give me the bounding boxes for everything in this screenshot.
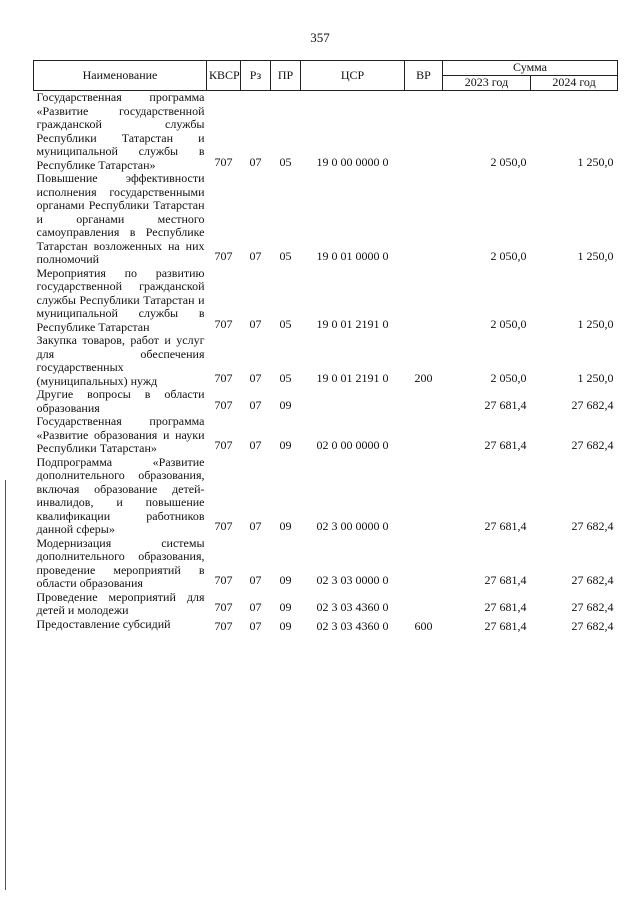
row-csr: 02 3 03 0000 0	[316, 573, 389, 587]
row-kvsr: 707	[214, 600, 233, 614]
table-header	[34, 61, 618, 91]
header-pr: ПР	[271, 61, 301, 91]
row-vr	[405, 267, 443, 335]
table-row	[34, 415, 618, 456]
row-sum-2024: 27 682,4	[571, 397, 614, 412]
row-rz: 07	[249, 438, 262, 452]
row-pr: 09	[279, 573, 292, 587]
row-csr: 19 0 01 0000 0	[316, 249, 389, 263]
row-pr: 09	[279, 600, 292, 614]
row-kvsr: 707	[214, 573, 233, 587]
row-name: Мероприятия по развитию государственной гражданской службы Республики Татарстан и муниципальной службы в Республике Татарстан	[36, 265, 205, 334]
row-name: Модернизация системы дополнительного образования, проведение мероприятий в области образования	[36, 535, 205, 590]
row-kvsr: 707	[214, 397, 233, 412]
row-name: Закупка товаров, работ и услуг для обеспечения государственных (муниципальных) нужд	[36, 333, 205, 388]
header-kvsr: КВСР	[207, 61, 241, 91]
row-sum-2023: 2 050,0	[490, 370, 527, 385]
row-pr: 09	[279, 438, 292, 452]
row-name: Предоставление субсидий	[36, 616, 171, 631]
row-sum-2023: 2 050,0	[490, 316, 527, 331]
row-kvsr: 707	[214, 438, 233, 452]
row-pr: 05	[279, 249, 292, 263]
table-row	[34, 267, 618, 335]
row-pr: 05	[279, 316, 292, 331]
row-vr	[405, 456, 443, 537]
row-rz: 07	[249, 600, 262, 614]
row-name: Государственная программа «Развитие государственной гражданской службы Республики Татарстан и муниципальной службы в Республике Татарстан»	[36, 90, 205, 172]
row-name: Другие вопросы в области образования	[36, 387, 205, 415]
row-sum-2024: 27 682,4	[571, 600, 614, 614]
row-sum-2023: 27 681,4	[484, 438, 527, 452]
row-vr: 200	[414, 370, 433, 385]
row-csr: 19 0 01 2191 0	[316, 370, 389, 385]
table-row	[34, 591, 618, 618]
row-sum-2024: 1 250,0	[577, 316, 614, 331]
row-pr: 09	[279, 618, 292, 633]
row-sum-2024: 1 250,0	[577, 154, 614, 169]
row-csr: 02 3 00 0000 0	[316, 519, 389, 533]
header-2024: 2024 год	[531, 76, 618, 91]
left-margin-rule	[5, 480, 6, 890]
row-kvsr: 707	[214, 154, 233, 169]
row-name: Проведение мероприятий для детей и молодежи	[36, 589, 205, 617]
row-pr: 05	[279, 154, 292, 169]
header-sum: Сумма	[443, 61, 618, 76]
budget-table	[33, 60, 618, 636]
row-rz: 07	[249, 370, 262, 385]
table-row	[34, 388, 618, 415]
row-csr: 19 0 01 2191 0	[316, 316, 389, 331]
table-row	[34, 456, 618, 537]
row-sum-2024: 27 682,4	[571, 618, 614, 633]
table-row	[34, 618, 618, 637]
row-rz: 07	[249, 154, 262, 169]
row-vr	[405, 591, 443, 618]
row-vr	[405, 172, 443, 267]
row-sum-2024: 1 250,0	[577, 370, 614, 385]
table-row	[34, 172, 618, 267]
row-csr: 19 0 00 0000 0	[316, 154, 389, 169]
header-rz: Рз	[241, 61, 271, 91]
row-sum-2023: 2 050,0	[490, 154, 527, 169]
row-vr	[405, 537, 443, 591]
table-body	[34, 91, 618, 637]
header-csr: ЦСР	[301, 61, 405, 91]
row-vr	[405, 388, 443, 415]
row-rz: 07	[249, 519, 262, 533]
row-kvsr: 707	[214, 519, 233, 533]
row-sum-2023: 27 681,4	[484, 519, 527, 533]
header-name: Наименование	[34, 61, 207, 91]
row-rz: 07	[249, 397, 262, 412]
row-kvsr: 707	[214, 249, 233, 263]
row-vr	[405, 415, 443, 456]
row-rz: 07	[249, 249, 262, 263]
row-rz: 07	[249, 573, 262, 587]
row-sum-2024: 27 682,4	[571, 438, 614, 452]
row-csr: 02 3 03 4360 0	[316, 618, 389, 633]
row-sum-2024: 27 682,4	[571, 573, 614, 587]
row-kvsr: 707	[214, 316, 233, 331]
row-sum-2023: 27 681,4	[484, 600, 527, 614]
row-name: Подпрограмма «Развитие дополнительного образования, включая образование детей-инвалидов, и повышение квалификации работников данной сферы»	[36, 454, 205, 536]
row-pr: 05	[279, 370, 292, 385]
row-rz: 07	[249, 618, 262, 633]
row-name: Государственная программа «Развитие образования и науки Республики Татарстан»	[36, 414, 205, 455]
row-pr: 09	[279, 519, 292, 533]
row-name: Повышение эффективности исполнения государственными органами Республики Татарстан и органами местного самоуправления в Республике Татарстан возложенных на них полномочий	[36, 171, 205, 266]
row-csr	[301, 388, 405, 415]
table-row	[34, 91, 618, 173]
header-vr: ВР	[405, 61, 443, 91]
row-sum-2023: 27 681,4	[484, 618, 527, 633]
row-csr: 02 0 00 0000 0	[316, 438, 389, 452]
row-pr: 09	[279, 397, 292, 412]
page-number: 357	[310, 30, 330, 45]
row-kvsr: 707	[214, 370, 233, 385]
row-sum-2023: 2 050,0	[490, 249, 527, 263]
row-vr: 600	[414, 618, 433, 633]
table-row	[34, 334, 618, 388]
row-kvsr: 707	[214, 618, 233, 633]
row-rz: 07	[249, 316, 262, 331]
row-csr: 02 3 03 4360 0	[316, 600, 389, 614]
table-row	[34, 537, 618, 591]
row-sum-2023: 27 681,4	[484, 573, 527, 587]
row-vr	[405, 91, 443, 173]
row-sum-2024: 1 250,0	[577, 249, 614, 263]
row-sum-2023: 27 681,4	[484, 397, 527, 412]
row-sum-2024: 27 682,4	[571, 519, 614, 533]
header-2023: 2023 год	[443, 76, 531, 91]
